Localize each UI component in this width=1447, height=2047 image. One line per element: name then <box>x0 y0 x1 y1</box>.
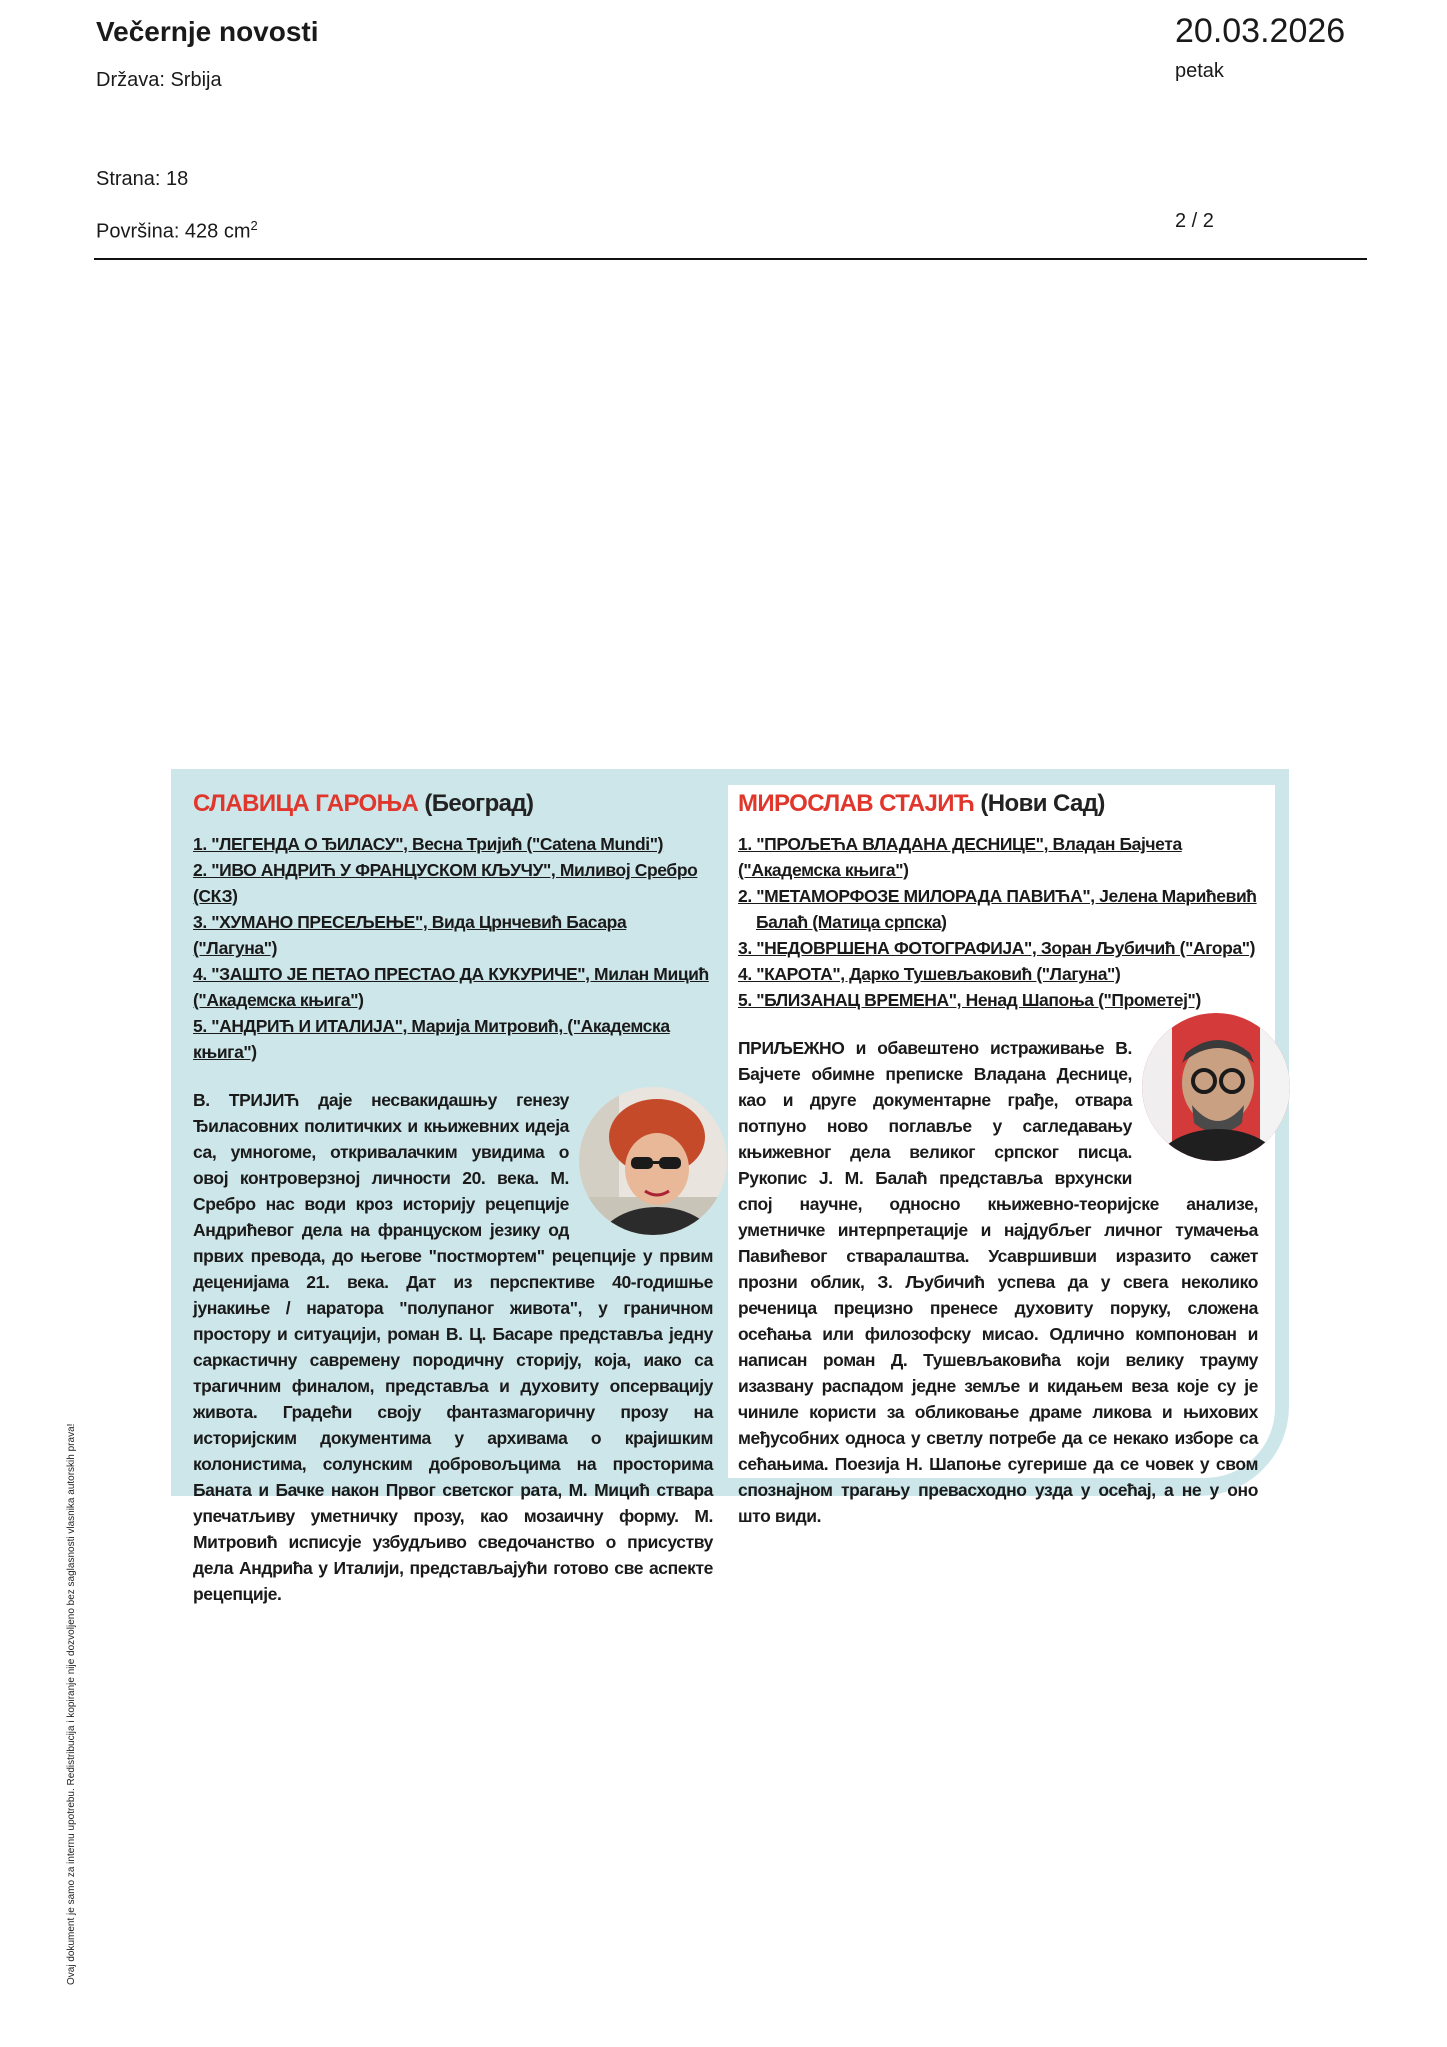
left-book-1: 1. "ЛЕГЕНДА О ЂИЛАСУ", Весна Тријић ("Catena Mundi") <box>193 834 664 854</box>
header-divider <box>94 258 1367 260</box>
left-book-5: 5. "АНДРИЋ И ИТАЛИЈА", Марија Митровић, ("Академска књига") <box>193 1016 670 1062</box>
country-label: Država: Srbija <box>96 69 222 91</box>
left-author-photo <box>579 1087 727 1235</box>
left-author-heading <box>193 789 713 819</box>
publication-date: 20.03.2026 <box>1175 12 1346 50</box>
right-book-5: 5. "БЛИЗАНАЦ ВРЕМЕНА", Ненад Шапоња ("Прометеј") <box>738 990 1201 1010</box>
right-column <box>738 789 1258 1529</box>
page-count: 2 / 2 <box>1175 210 1214 232</box>
right-book-1: 1. "ПРОЉЕЋА ВЛАДАНА ДЕСНИЦЕ", Владан Бајчета ("Академска књига") <box>738 834 1182 880</box>
left-author-city: (Београд) <box>424 790 534 817</box>
right-author-photo <box>1142 1013 1290 1161</box>
right-author-portrait <box>1142 1013 1290 1161</box>
publication-weekday: petak <box>1175 60 1224 82</box>
right-book-3: 3. "НЕДОВРШЕНА ФОТОГРАФИЈА", Зоран Љубичић ("Агора") <box>738 938 1256 958</box>
copyright-note: Ovaj dokument je samo za internu upotrebu. Redistribucija i kopiranje nije dozvoljeno bez saglasnosti vlasnika autorskih prava! <box>66 1423 77 1985</box>
left-book-2: 2. "ИВО АНДРИЋ У ФРАНЦУСКОМ КЉУЧУ", Миливој Сребро (СКЗ) <box>193 860 698 906</box>
left-author-name: СЛАВИЦА ГАРОЊА <box>193 790 419 817</box>
area-value: Površina: 428 cm <box>96 220 251 243</box>
left-book-4-publisher: ("Академска књига") <box>193 990 364 1010</box>
left-author-portrait <box>579 1087 727 1235</box>
left-book-3: 3. "ХУМАНО ПРЕСЕЉЕЊЕ", Вида Црнчевић Басара ("Лагуна") <box>193 912 627 958</box>
right-book-2-continued: Балаћ (Матица српска) <box>756 912 947 932</box>
right-book-2: 2. "МЕТАМОРФОЗЕ МИЛОРАДА ПАВИЋА", Јелена Марићевић <box>738 886 1257 906</box>
right-author-city: (Нови Сад) <box>980 790 1105 817</box>
article-clipping <box>171 769 1289 1604</box>
left-column <box>193 789 713 1607</box>
right-author-heading <box>738 789 1258 819</box>
right-author-name: МИРОСЛАВ СТАЈИЋ <box>738 790 975 817</box>
left-book-4: 4. "ЗАШТО ЈЕ ПЕТАО ПРЕСТАО ДА КУКУРИЧЕ", Милан Мицић <box>193 964 709 984</box>
left-review-text: В. ТРИЈИЋ даје несвакидашњу генезу Ђиласовних политичких и књижевних идеја са, умногоме, откривалачким увидима о овој контроверзној личности 20. века. М. Сребро нас води кроз историју рецепције Андрићевог дела на француском језику од првих превода, до његове "постмортем" рецепције у првим деценијама 21. века. Дат из перспективе 40-годишње јунакиње / наратора "полупаног живота", у граничном простору и ситуацији, роман В. Ц. Басаре представља једну саркастичну савремену породичну сторију, која, иако са трагичним финалом, представља и духовиту опсервацију живота. Градећи своју фантазмагоричну прозу на историјским документима у архивама о крајишким колонистима, солунским добровољцима на просторима Баната и Бачке након Првог светског рата, М. Мицић ствара упечатљиву уметничку прозу, као мозаичну форму. М. Митровић исписује узбудљиво сведочанство о присуству дела Андрића у Италији, представљајући готово све аспекте рецепције. <box>193 1090 713 1604</box>
left-review-body <box>193 1087 713 1607</box>
right-review-text: ПРИЉЕЖНО и обавештено истраживање В. Бајчете обимне преписке Владана Деснице, као и друге документарне грађе, отвара потпуно ново поглавље у сагледавању књижевног дела великог српског писца. Рукопис Ј. М. Балаћ представља врхунски спој научне, односно књижевно-теоријске анализе, уметничке интерпретације и најдубљег личног тумачења Павићевог стваралаштва. Усавршивши изразито сажет прозни облик, З. Љубичић успева да у свега неколико реченица прецизно пренесе духовиту поруку, сложена осећања или филозофску мисао. Одлично компонован и написан роман Д. Тушевљаковића који велику трауму изазвану распадом једне земље и кидањем веза које су је чиниле користи за обликовање драме ликова и њихових међусобних односа у светлу потребе да се некако изборе са сећањима. Поезија Н. Шапоње сугерише да се човек у свом спознајном трагању превасходно узда у осећај, а не у оно што види. <box>738 1038 1258 1526</box>
area-superscript: 2 <box>250 218 258 233</box>
right-book-4: 4. "КАРОТА", Дарко Тушевљаковић ("Лагуна") <box>738 964 1121 984</box>
publication-title: Večernje novosti <box>96 16 319 47</box>
right-review-body <box>738 1035 1258 1529</box>
page-number: Strana: 18 <box>96 168 189 190</box>
area-label <box>96 218 258 244</box>
